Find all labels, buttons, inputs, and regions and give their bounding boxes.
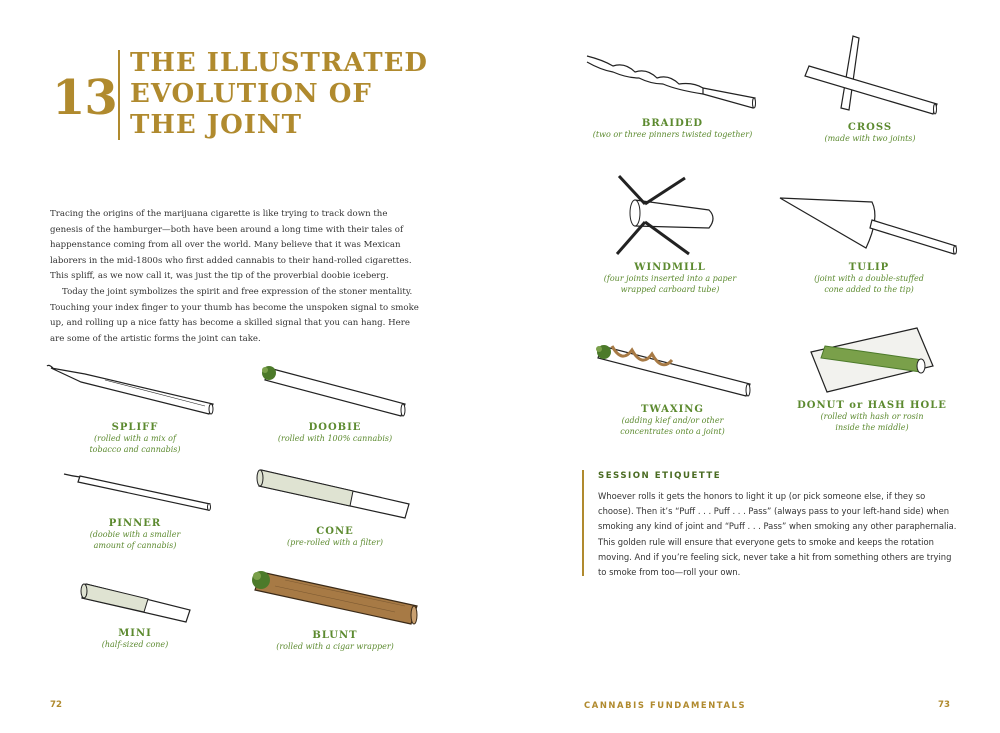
page-number-left: 72 [50,700,62,710]
donut-name: DONUT or HASH HOLE [797,400,947,411]
cross-name: CROSS [847,122,893,133]
blunt-desc: (rolled with a cigar wrapper) [276,642,394,651]
twaxing-name: TWAXING [641,404,704,415]
joint-windmill [585,174,755,295]
chapter-title-line-3: THE JOINT [130,110,303,140]
twaxing-desc: (adding kief and/or other concentrates onto a joint) [620,416,725,436]
chapter-title-line-1: THE ILLUSTRATED [130,48,428,78]
pinner-name: PINNER [108,518,162,529]
joint-blunt [245,566,425,652]
tulip-illustration [776,190,962,258]
pinner-desc: (doobie with a smaller amount of cannabis) [89,530,181,550]
mini-desc: (half-sized cone) [101,640,169,649]
blunt-illustration [245,566,425,626]
intro-paragraph-2: Today the joint symbolizes the spirit and free expression of the stoner mentality. Touching your index finger to your thumb has become the unspoken signal to smoke up, and rolling up a nice fatty has become a skilled signal that you can hang. Here are some of the artistic forms the joint can take. [50,286,419,344]
donut-illustration [797,322,947,396]
mini-name: MINI [118,628,152,639]
chapter-title-line-2: EVOLUTION OF [130,79,372,109]
windmill-desc: (four joints inserted into a paper wrapped carboard tube) [603,274,737,294]
joint-donut [792,322,952,433]
intro-paragraph-1: Tracing the origins of the marijuana cigarette is like trying to track down the genesis of the hamburger—both have been around a long time with their tales of happenstance coming from all over the world. Many believe that it was Mexican laborers in the mid-1800s who first added cannabis to their hand-rolled cigarettes. This spliff, as we now call it, was just the tip of the proverbial doobie iceberg. [50,209,412,282]
chapter-title [130,48,428,141]
doobie-illustration [255,360,415,418]
windmill-name: WINDMILL [634,262,706,273]
donut-desc: (rolled with hash or rosin inside the middle) [820,412,924,432]
mini-illustration [70,578,200,624]
joint-cross [790,32,950,144]
sidebar-divider [582,470,584,576]
chapter-number: 13 [52,70,117,126]
cone-name: CONE [316,526,354,537]
cross-illustration [795,32,945,118]
spliff-illustration [45,360,225,418]
cross-desc: (made with two joints) [824,134,916,143]
intro-text [50,207,420,347]
joint-pinner [40,470,230,551]
joint-cone [250,460,420,548]
doobie-name: DOOBIE [308,422,362,433]
chapter-divider [118,50,120,140]
joint-twaxing [585,340,760,437]
sidebar-body: Whoever rolls it gets the honors to light it up (or pick someone else, if they so choose). Then it’s “Puff . . . Puff . . . Pass” (always pass to your left-hand side) when smoking any kind of joint and “Puff . . . Pass” when smoking any other paraphernalia. This golden rule will ensure that everyone gets to smoke and keeps the rotation moving. And if you’re feeling sick, never take a hit from something others are trying to smoke from too—roll your own. [598,491,957,578]
cone-desc: (pre-rolled with a filter) [286,538,384,547]
joint-doobie [250,360,420,444]
page-number-right: 73 [938,700,950,710]
braided-illustration [583,52,763,114]
blunt-name: BLUNT [312,630,358,641]
sidebar-title: SESSION ETIQUETTE [598,471,722,481]
joint-braided [580,52,765,140]
spliff-desc: (rolled with a mix of tobacco and cannabis) [89,434,181,454]
tulip-desc: (joint with a double-stuffed cone added to the tip) [814,274,924,294]
twaxing-illustration [588,340,758,400]
running-head: CANNABIS FUNDAMENTALS [584,700,747,710]
braided-name: BRAIDED [641,118,704,129]
joint-spliff [40,360,230,455]
cone-illustration [253,460,418,522]
pinner-illustration [50,470,220,514]
braided-desc: (two or three pinners twisted together) [592,130,753,139]
joint-mini [40,578,230,650]
windmill-illustration [605,174,735,258]
spliff-name: SPLIFF [111,422,159,433]
tulip-name: TULIP [848,262,890,273]
doobie-desc: (rolled with 100% cannabis) [277,434,393,443]
joint-tulip [774,190,964,295]
